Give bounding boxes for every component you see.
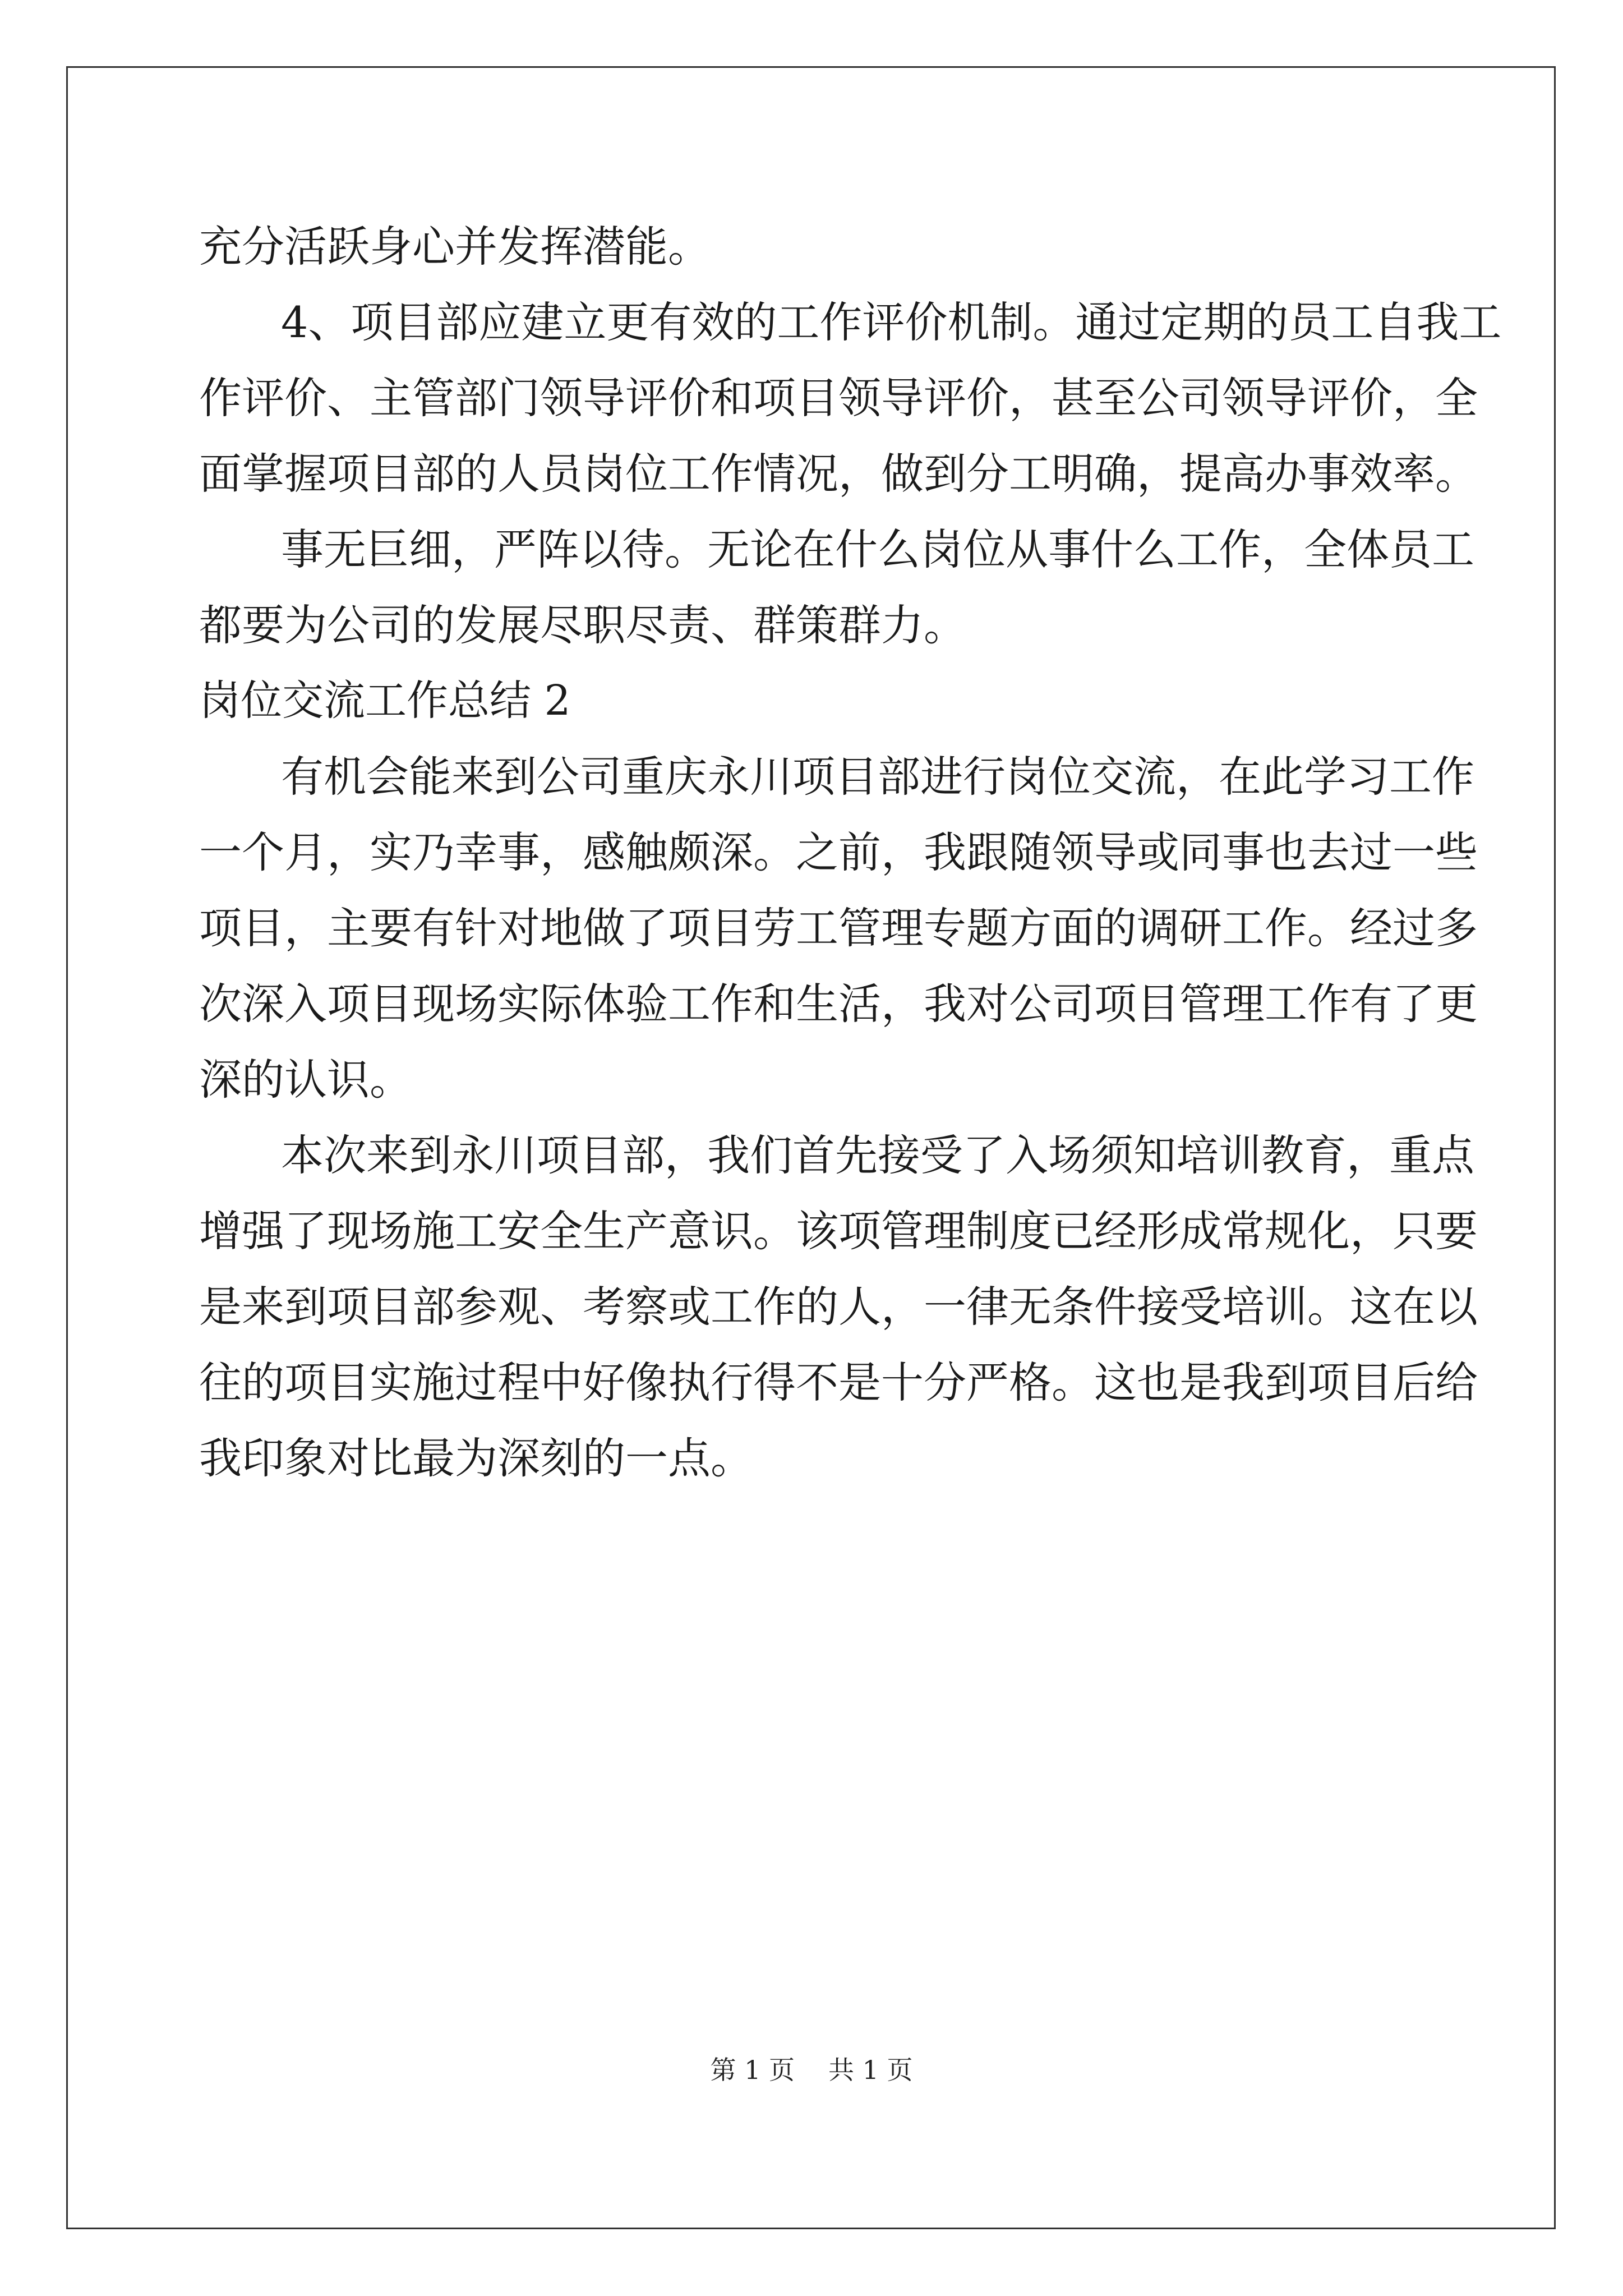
document-body — [199, 209, 1502, 1496]
section-heading: 岗位交流工作总结 2 — [199, 677, 571, 725]
paragraph-line: 都要为公司的发展尽职尽责、群策群力。 — [199, 600, 966, 650]
paragraph-line: 次深入项目现场实际体验工作和生活，我对公司项目管理工作有了更 — [199, 979, 1478, 1029]
paragraph-line: 是来到项目部参观、考察或工作的人，一律无条件接受培训。这在以 — [199, 1282, 1478, 1332]
page-footer — [0, 2053, 1623, 2087]
paragraph-line: 充分活跃身心并发挥潜能。 — [199, 222, 711, 272]
paragraph-line: 4、项目部应建立更有效的工作评价机制。通过定期的员工自我工 — [281, 297, 1502, 347]
page-total: 共 1 页 — [828, 2055, 913, 2085]
paragraph-line: 面掌握项目部的人员岗位工作情况，做到分工明确，提高办事效率。 — [199, 449, 1478, 499]
page-number: 第 1 页 — [710, 2055, 795, 2085]
paragraph-line: 项目，主要有针对地做了项目劳工管理专题方面的调研工作。经过多 — [199, 903, 1478, 953]
paragraph-line: 往的项目实施过程中好像执行得不是十分严格。这也是我到项目后给 — [199, 1358, 1478, 1407]
paragraph-line: 一个月，实乃幸事，感触颇深。之前，我跟随领导或同事也去过一些 — [199, 827, 1478, 877]
paragraph-line: 有机会能来到公司重庆永川项目部进行岗位交流，在此学习工作 — [281, 752, 1474, 802]
paragraph-line: 本次来到永川项目部，我们首先接受了入场须知培训教育，重点 — [281, 1130, 1474, 1180]
paragraph-line: 深的认识。 — [199, 1055, 412, 1105]
paragraph-line: 作评价、主管部门领导评价和项目领导评价，甚至公司领导评价，全 — [199, 373, 1478, 423]
paragraph-line: 增强了现场施工安全生产意识。该项管理制度已经形成常规化，只要 — [199, 1206, 1478, 1256]
paragraph-line: 我印象对比最为深刻的一点。 — [199, 1433, 753, 1483]
paragraph-line: 事无巨细，严阵以待。无论在什么岗位从事什么工作，全体员工 — [281, 524, 1474, 574]
